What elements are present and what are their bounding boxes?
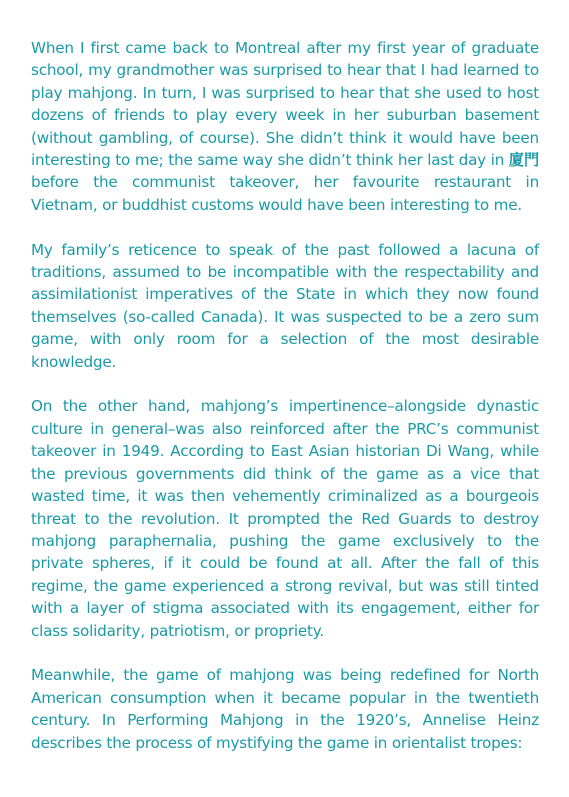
document-page bbox=[31, 37, 539, 776]
paragraph-1-text-before: When I first came back to Montreal after my first year of graduate school, my grandmother was surprised to hear that I had learned to play mahjong. In turn, I was surprised to hear that she used to host dozens of friends to play every week in her suburban basement (without gambling, of course). She didn’t think it would have been interesting to me; the same way she didn’t think her last day in bbox=[31, 39, 539, 170]
paragraph-1 bbox=[31, 37, 539, 216]
paragraph-1-text-after: before the communist takeover, her favourite restaurant in Vietnam, or buddhist customs would have been interesting to me. bbox=[31, 173, 539, 214]
paragraph-2: My family’s reticence to speak of the past followed a lacuna of traditions, assumed to be incompatible with the respectability and assimilationist imperatives of the State in which they now found themselves (so-called Canada). It was suspected to be a zero sum game, with only room for a selection of the most desirable knowledge. bbox=[31, 240, 539, 371]
paragraph-3: On the other hand, mahjong’s impertinence–alongside dynastic culture in general–was also reinforced after the PRC’s communist takeover in 1949. According to East Asian historian Di Wang, while the previous governments did think of the game as a vice that wasted time, it was then vehemently criminalized as a bourgeois threat to the revolution. It prompted the Red Guards to destroy mahjong paraphernalia, pushing the game exclusively to the private spheres, if it could be found at all. After the fall of this regime, the game experienced a strong revival, but was still tinted with a layer of stigma associated with its engagement, either for class solidarity, patriotism, or propriety. bbox=[31, 397, 539, 640]
chinese-place-name: 廈門 bbox=[508, 151, 539, 170]
paragraph-4: Meanwhile, the game of mahjong was being redefined for North American consumption when it became popular in the twentieth century. In Performing Mahjong in the 1920’s, Annelise Heinz describes the process of mystifying the game in orientalist tropes: bbox=[31, 666, 539, 752]
